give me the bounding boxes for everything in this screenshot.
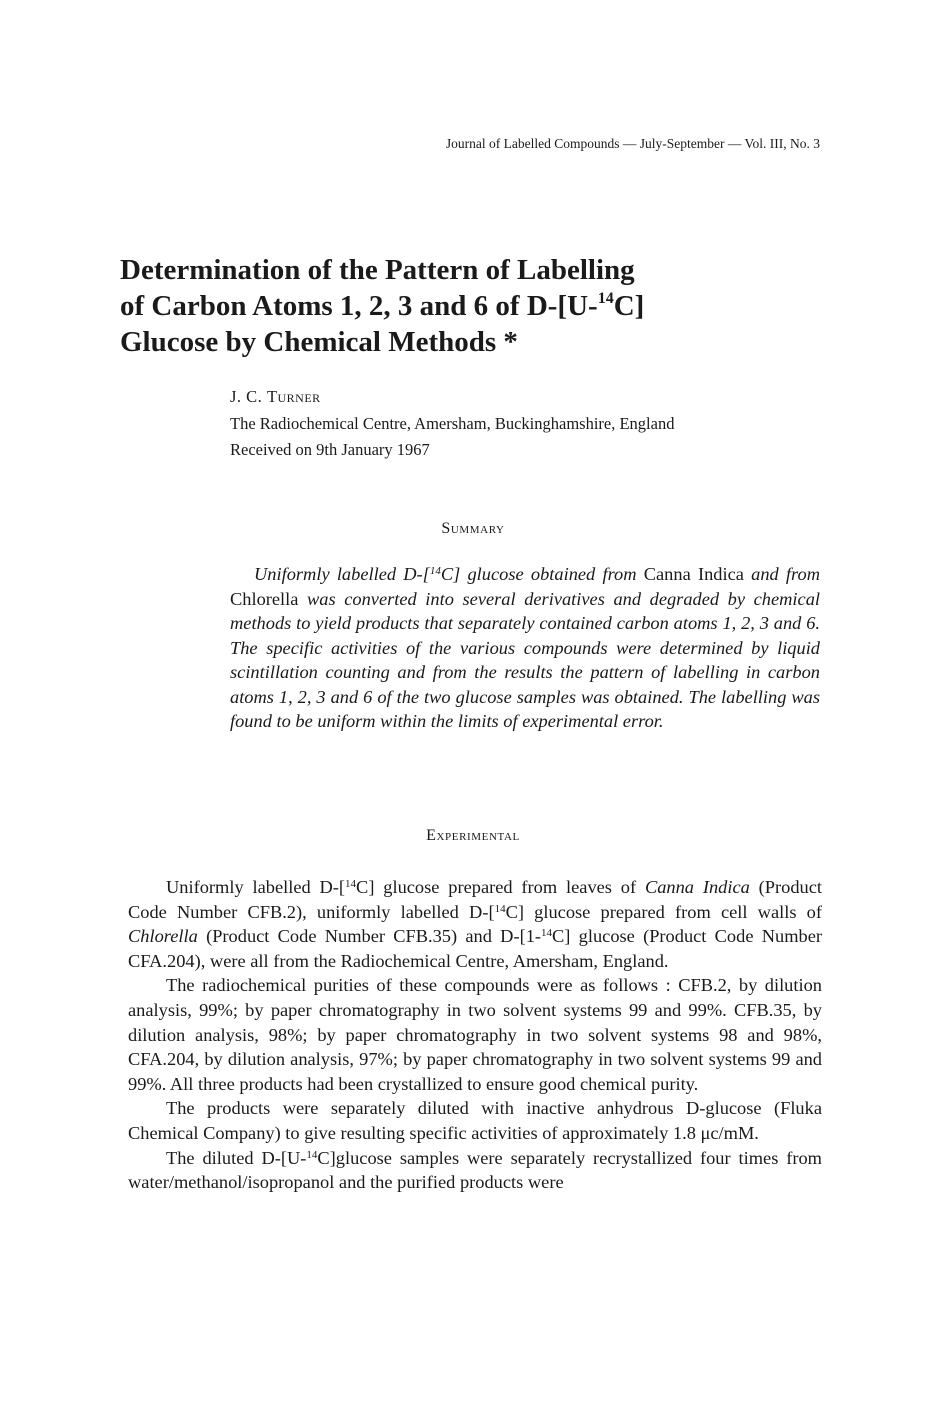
p1-text-b: C] glucose prepared from leaves of (356, 877, 645, 897)
title-line-2-text: of Carbon Atoms 1, 2, 3 and 6 of D-[U- (120, 290, 598, 322)
author-block (230, 384, 674, 464)
p1-sup-e: 14 (541, 927, 553, 940)
received-date: Received on 9th January 1967 (230, 440, 430, 459)
p1-sup-a: 14 (345, 878, 357, 890)
experimental-paragraph-2: The radiochemical purities of these compounds were as follows : CFB.2, by dilution analysis, 99%; by paper chromatography in two solvent systems 99 and 99%. CFB.35, by dilution analysis, 98%; by paper chromatography in two solvent systems 98 and 98%, CFA.204, by dilution analysis, 97%; by paper chromatography in two solvent systems 99 and 99%. All three products had been crystallized to ensure good chemical purity. (128, 975, 822, 1094)
summary-canna: Canna Indica (643, 564, 744, 584)
summary-heading: Summary (441, 520, 505, 537)
experimental-body (128, 875, 822, 1195)
p1-text-d: C] glucose prepared from cell walls of (505, 901, 822, 922)
p4-text-a: The diluted D-[U- (166, 1147, 307, 1168)
summary-text-3: and from (743, 564, 820, 584)
experimental-paragraph-4 (128, 1146, 822, 1195)
title-line-2-end: C] (613, 290, 645, 322)
summary-chlorella: Chlorella (230, 588, 299, 609)
title-line-3: Glucose by Chemical Methods * (120, 326, 518, 358)
experimental-heading: Experimental (426, 827, 520, 844)
p1-chlorella: Chlorella (128, 926, 198, 947)
article-title (120, 252, 840, 360)
summary-sup-1: 14 (429, 565, 441, 577)
summary-text-4: was converted into several derivatives and degraded by chemical methods to yield products that separately contained carbon atoms 1, 2, 3 and 6. The specific activities of the various compounds were determined by liquid scintillation counting and from the results the pattern of labelling in carbon atoms 1, 2, 3 and 6 of the two glucose samples was obtained. The labelling was found to be uniform within the limits of experimental error. (230, 588, 820, 731)
title-line-1: Determination of the Pattern of Labelling (120, 254, 635, 286)
p4-text-b: C]glucose samples were separately recrystallized four times from water/methanol/isopropanol and the purified products were (128, 1147, 822, 1193)
running-head: Journal of Labelled Compounds — July-September — Vol. III, No. 3 (445, 136, 820, 151)
author-affiliation: The Radiochemical Centre, Amersham, Buckinghamshire, England (230, 413, 675, 433)
author-initials: J. C. (230, 387, 267, 406)
experimental-paragraph-3: The products were separately diluted with inactive anhydrous D-glucose (Fluka Chemical Company) to give resulting specific activities of approximately 1.8 μc/mM. (128, 1098, 822, 1143)
title-superscript: 14 (597, 290, 614, 307)
p1-text-f: C] glucose (Product Code Number CFA.204), were all from the Radiochemical Centre, Amersham, England. (128, 926, 822, 971)
author-surname: Turner (266, 387, 321, 406)
summary-text-2: C] glucose obtained from (440, 564, 644, 584)
summary-text-1: Uniformly labelled D-[ (254, 564, 430, 584)
p1-text-e: (Product Code Number CFB.35) and D-[1- (197, 926, 542, 947)
title-line-2 (120, 288, 840, 324)
p4-sup: 14 (306, 1148, 318, 1161)
author-name (230, 384, 674, 411)
summary-abstract (230, 562, 820, 734)
p1-text-c: (Product Code Number CFB.2), uniformly labelled D-[ (128, 877, 822, 922)
p1-canna: Canna Indica (644, 877, 750, 897)
summary-paragraph (230, 562, 820, 734)
p1-sup-c: 14 (494, 902, 506, 915)
experimental-paragraph-1 (128, 875, 822, 973)
p1-text-a: Uniformly labelled D-[ (166, 877, 346, 897)
